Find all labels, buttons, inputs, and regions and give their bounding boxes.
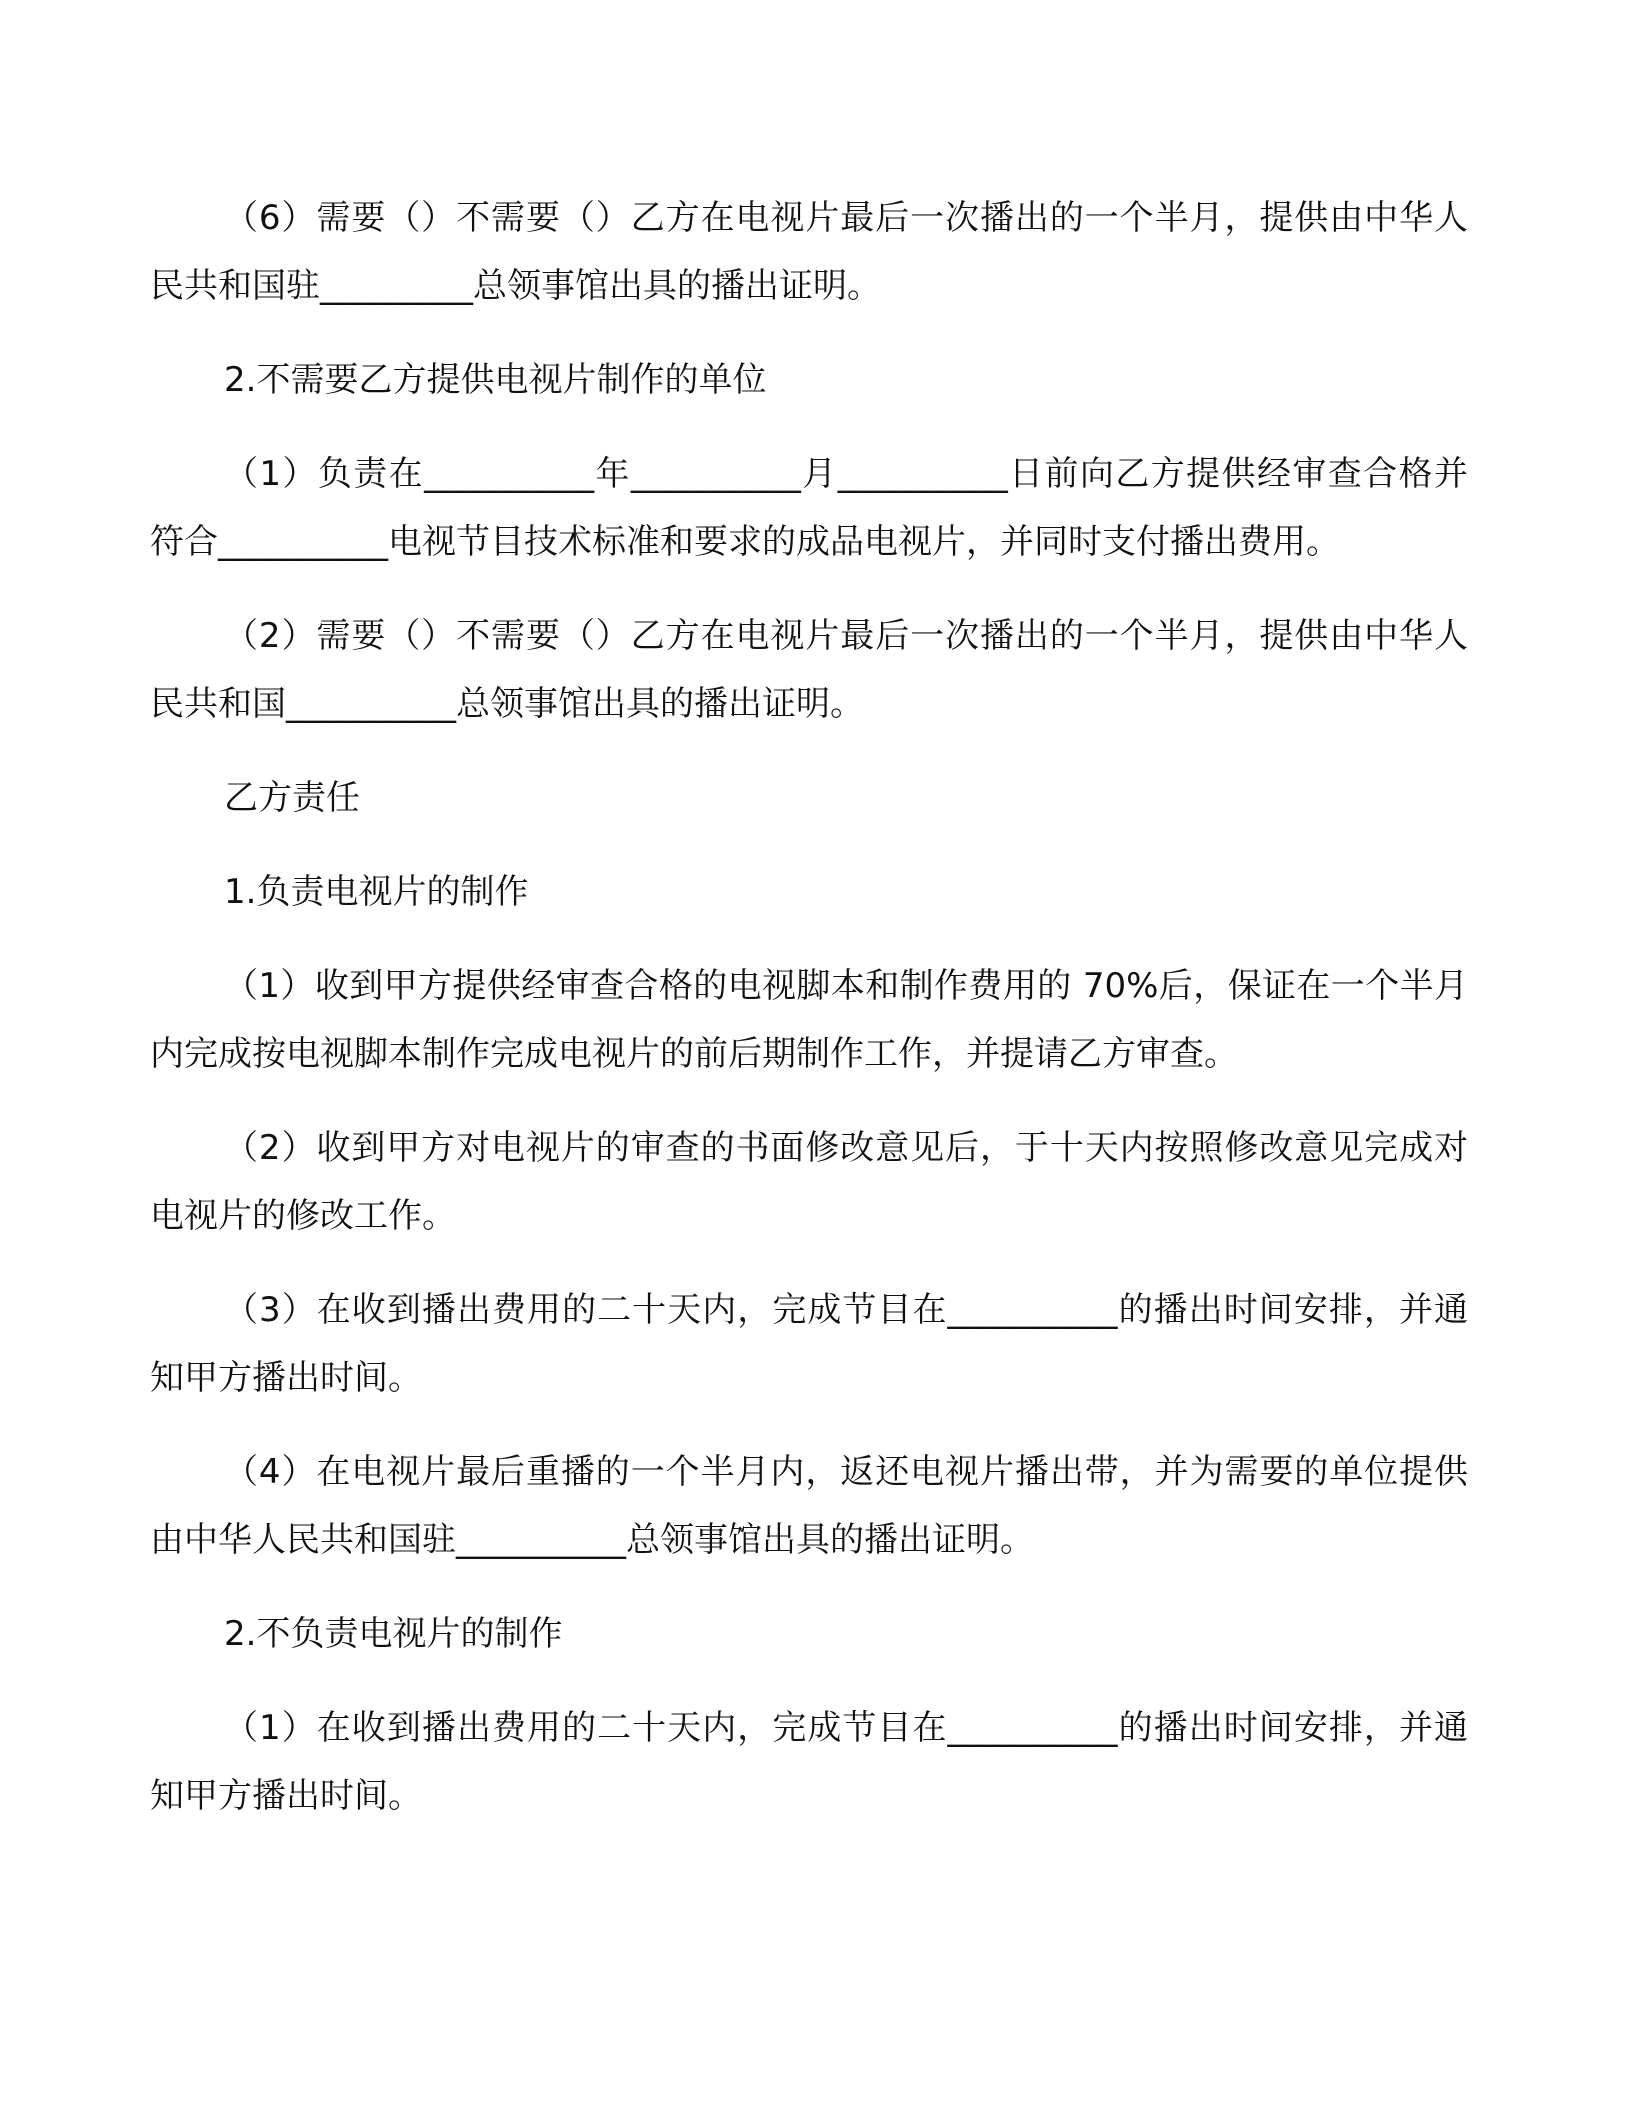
heading-unit-not-requiring-production: 2.不需要乙方提供电视片制作的单位 [224,360,767,400]
heading-party-b-responsibilities: 乙方责任 [224,778,360,818]
clause-1-complete-production: （1）收到甲方提供经审查合格的电视脚本和制作费用的 70%后，保证在一个半月内完成按电视脚本制作完成电视片的前后期制作工作，并提请乙方审查。 [150,966,1468,1074]
heading-not-responsible-for-production: 2.不负责电视片的制作 [224,1614,563,1654]
clause-2-revision-work: （2）收到甲方对电视片的审查的书面修改意见后，于十天内按照修改意见完成对电视片的修改工作。 [150,1128,1468,1236]
clause-3-schedule-broadcast: （3）在收到播出费用的二十天内，完成节目在__________的播出时间安排，并通知甲方播出时间。 [150,1290,1468,1398]
clause-6-broadcast-certificate: （6）需要（）不需要（）乙方在电视片最后一次播出的一个半月，提供由中华人民共和国驻_________总领事馆出具的播出证明。 [150,198,1468,306]
clause-1-schedule-broadcast: （1）在收到播出费用的二十天内，完成节目在__________的播出时间安排，并通知甲方播出时间。 [150,1708,1468,1816]
clause-1-provide-finished-film: （1）负责在__________年__________月__________日前向乙方提供经审查合格并符合__________电视节目技术标准和要求的成品电视片，并同时支付播出费用。 [150,454,1468,562]
clause-2-broadcast-certificate: （2）需要（）不需要（）乙方在电视片最后一次播出的一个半月，提供由中华人民共和国__________总领事馆出具的播出证明。 [150,616,1468,724]
clause-4-return-tape: （4）在电视片最后重播的一个半月内，返还电视片播出带，并为需要的单位提供由中华人民共和国驻__________总领事馆出具的播出证明。 [150,1452,1468,1560]
document-body [150,184,1468,1856]
heading-responsible-for-production: 1.负责电视片的制作 [224,872,529,912]
